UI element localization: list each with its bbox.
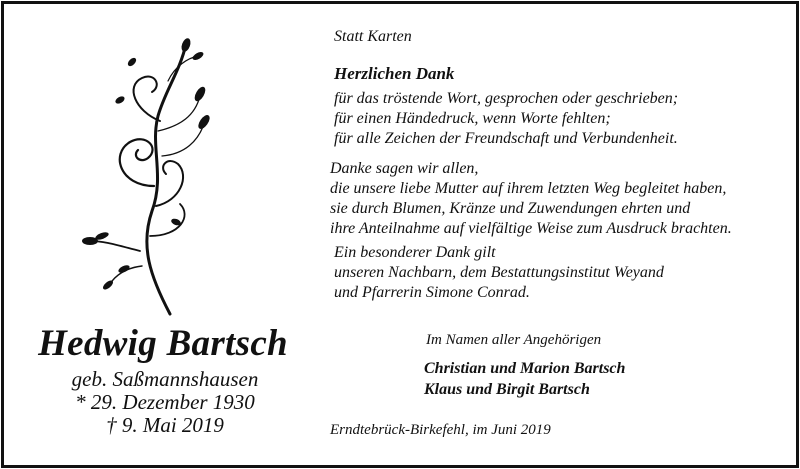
para3-line-2: unseren Nachbarn, dem Bestattungsinstitut Weyand (334, 264, 664, 281)
para2-line-4: ihre Anteilnahme auf vielfältige Weise zum Ausdruck brachten. (330, 220, 732, 237)
place-date: Erndtebrück-Birkefehl, im Juni 2019 (330, 422, 551, 438)
para1-line-1: für das tröstende Wort, gesprochen oder geschrieben; (334, 90, 679, 107)
para1-line-2: für einen Händedruck, wenn Worte fehlten; (334, 110, 611, 127)
para2-line-2: die unsere liebe Mutter auf ihrem letzten Weg begleitet haben, (330, 180, 727, 197)
floral-ornament-icon (80, 36, 230, 316)
deceased-name: Hedwig Bartsch (38, 323, 288, 364)
family-name-1: Christian und Marion Bartsch (424, 360, 626, 377)
para2-line-3: sie durch Blumen, Kränze und Zuwendungen ehrten und (330, 200, 691, 217)
birth-date: * 29. Dezember 1930 (75, 390, 255, 414)
family-name-2: Klaus und Birgit Bartsch (424, 381, 590, 398)
para3-line-1: Ein besonderer Dank gilt (334, 244, 496, 261)
maiden-name: geb. Saßmannshausen (71, 367, 259, 391)
para1-line-3: für alle Zeichen der Freundschaft und Verbundenheit. (334, 130, 678, 147)
death-date: † 9. Mai 2019 (106, 413, 224, 437)
para3-line-3: und Pfarrerin Simone Conrad. (334, 284, 530, 301)
intro-text: Statt Karten (334, 28, 412, 45)
on-behalf-text: Im Namen aller Angehörigen (426, 332, 602, 348)
para2-line-1: Danke sagen wir allen, (330, 160, 479, 177)
thanks-heading: Herzlichen Dank (334, 64, 455, 83)
